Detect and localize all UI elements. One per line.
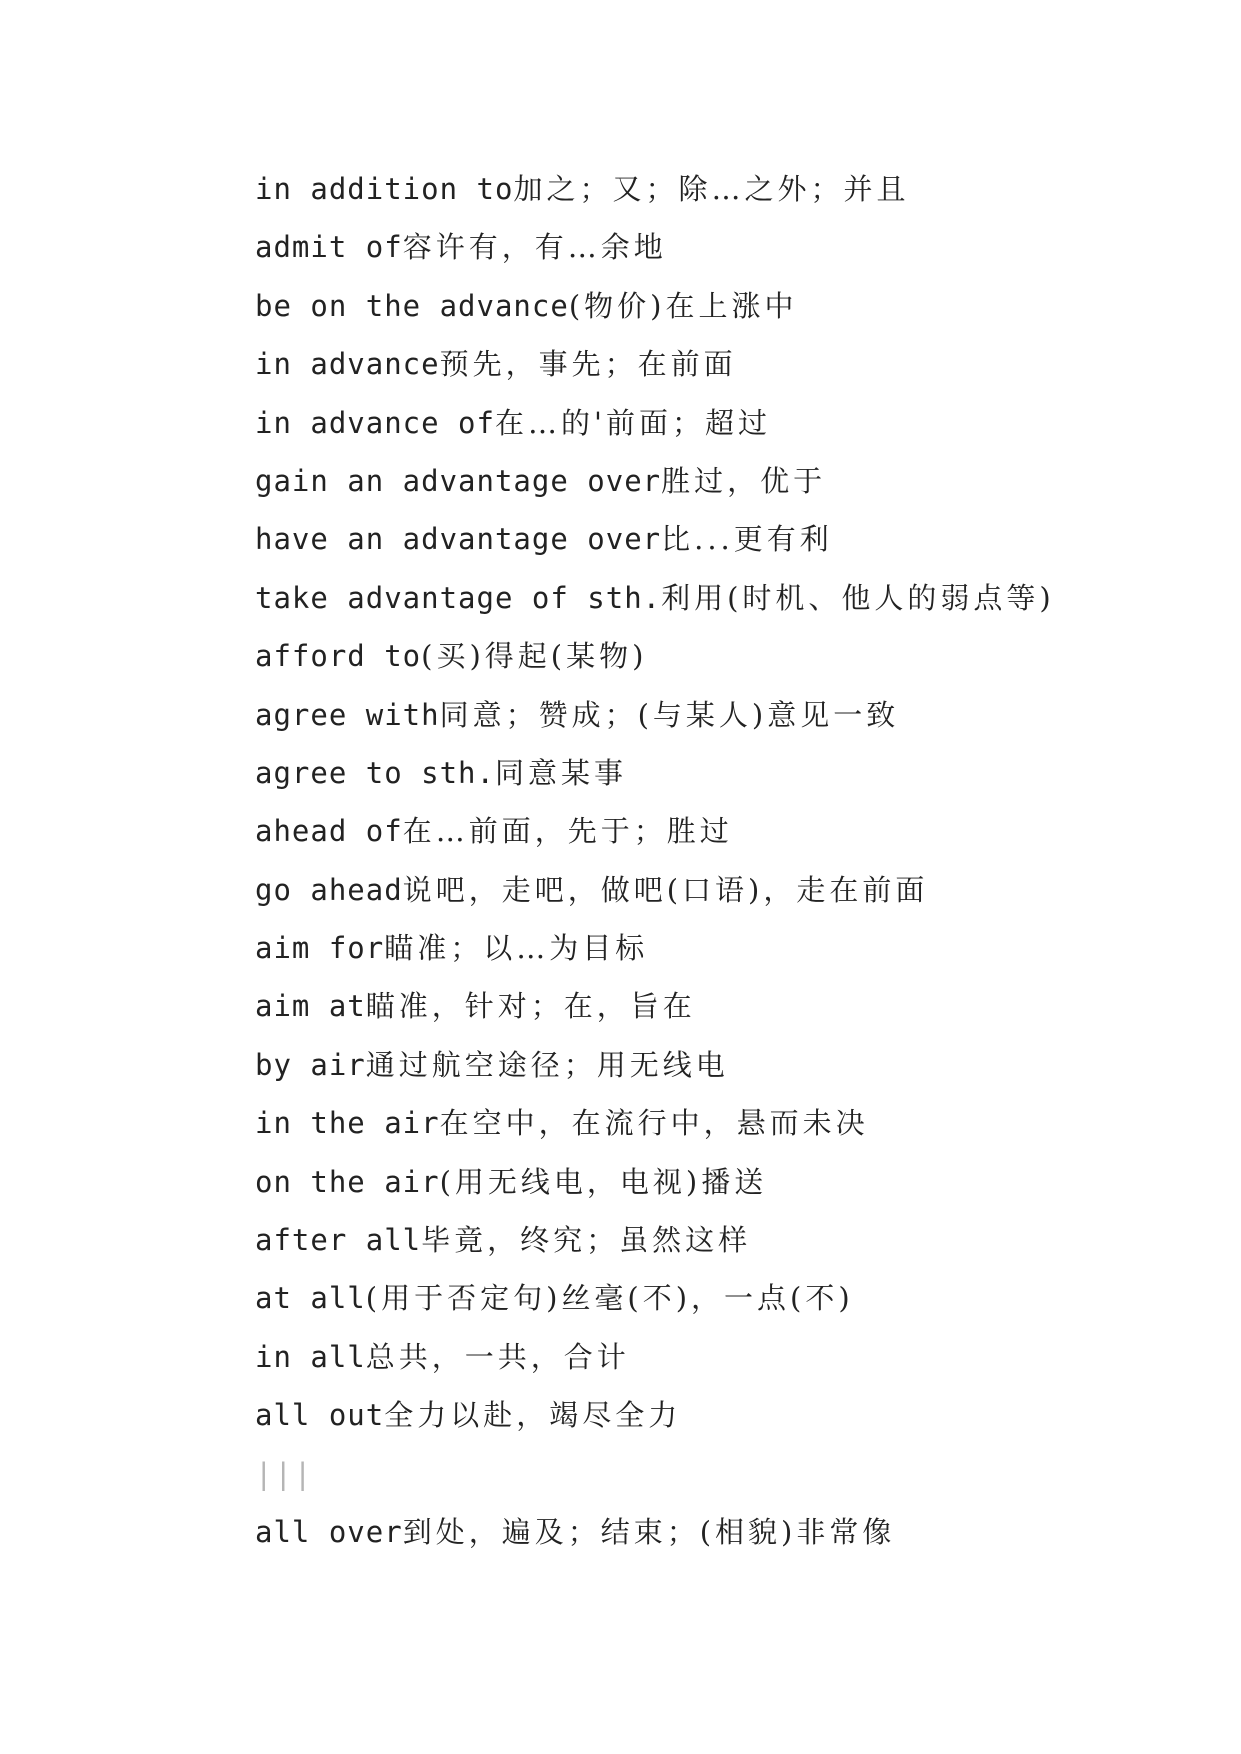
phrase-english: all out	[255, 1398, 385, 1433]
list-item	[255, 919, 1155, 977]
phrase-chinese: 毕竟，终究；虽然这样	[421, 1223, 752, 1258]
phrase-english: on the air	[255, 1164, 440, 1199]
phrase-english: by air	[255, 1047, 366, 1082]
list-item	[255, 394, 1155, 452]
list-item	[255, 277, 1155, 335]
phrase-english: go ahead	[255, 872, 403, 907]
list-item	[255, 1386, 1155, 1444]
list-item	[255, 627, 1155, 685]
phrase-english: gain an advantage over	[255, 463, 662, 498]
list-item	[255, 744, 1155, 802]
list-item	[255, 1269, 1155, 1327]
phrase-chinese: 总共，一共，合计	[365, 1339, 630, 1374]
phrase-english: in advance	[255, 347, 440, 382]
phrase-chinese: (用于否定句)丝毫(不)，一点(不)	[365, 1281, 854, 1316]
phrase-chinese: 同意某事	[494, 755, 627, 790]
list-item	[255, 1503, 1155, 1561]
list-item	[255, 1211, 1155, 1269]
list-item	[255, 160, 1155, 218]
phrase-chinese: 在…的'前面；超过	[494, 405, 771, 440]
phrase-list	[255, 160, 1155, 1561]
list-item	[255, 510, 1155, 568]
list-item	[255, 802, 1155, 860]
phrase-english: agree with	[255, 697, 440, 732]
phrase-chinese: (买)得起(某物)	[421, 639, 648, 674]
list-item	[255, 1328, 1155, 1386]
list-item	[255, 335, 1155, 393]
phrase-chinese: 通过航空途径；用无线电	[365, 1047, 729, 1082]
phrase-english: all over	[255, 1514, 403, 1549]
phrase-english: after all	[255, 1223, 422, 1258]
list-item	[255, 1153, 1155, 1211]
phrase-english: be on the advance	[255, 288, 569, 323]
list-item	[255, 1094, 1155, 1152]
phrase-chinese: 在…前面，先于；胜过	[402, 814, 733, 849]
phrase-chinese: 利用(时机、他人的弱点等)	[661, 580, 1055, 615]
phrase-chinese: 瞄准，针对；在，旨在	[365, 989, 696, 1024]
phrase-chinese: 预先，事先；在前面	[439, 347, 737, 382]
phrase-english: in addition to	[255, 172, 514, 206]
list-item	[255, 1036, 1155, 1094]
phrase-chinese: 到处，遍及；结束；(相貌)非常像	[402, 1514, 896, 1549]
phrase-chinese: 同意；赞成；(与某人)意见一致	[439, 697, 900, 732]
separator	[255, 1445, 1155, 1503]
phrase-english: aim for	[255, 931, 385, 966]
list-item	[255, 218, 1155, 276]
phrase-english: at all	[255, 1281, 366, 1316]
phrase-english: admit of	[255, 230, 403, 265]
phrase-chinese: 在空中，在流行中，悬而未决	[439, 1106, 869, 1141]
phrase-chinese: 胜过，优于	[661, 463, 827, 498]
phrase-chinese: 比...更有利	[661, 522, 833, 557]
phrase-chinese: (用无线电，电视)播送	[439, 1164, 768, 1199]
separator-mark: |||	[255, 1456, 314, 1491]
phrase-english: take advantage of sth.	[255, 580, 662, 615]
phrase-english: in advance of	[255, 405, 495, 440]
list-item	[255, 686, 1155, 744]
phrase-english: have an advantage over	[255, 522, 662, 557]
phrase-english: afford to	[255, 639, 422, 674]
list-item	[255, 569, 1155, 627]
phrase-english: ahead of	[255, 814, 403, 849]
phrase-english: aim at	[255, 989, 366, 1024]
phrase-chinese: 加之；又；除…之外；并且	[513, 172, 910, 206]
phrase-chinese: (物价)在上涨中	[568, 288, 798, 323]
phrase-english: in all	[255, 1339, 366, 1374]
list-item	[255, 861, 1155, 919]
list-item	[255, 977, 1155, 1035]
phrase-english: in the air	[255, 1106, 440, 1141]
phrase-chinese: 瞄准；以…为目标	[384, 931, 649, 966]
phrase-chinese: 说吧，走吧，做吧(口语)，走在前面	[402, 872, 929, 907]
phrase-chinese: 全力以赴，竭尽全力	[384, 1398, 682, 1433]
phrase-english: agree to sth.	[255, 755, 495, 790]
list-item	[255, 452, 1155, 510]
phrase-chinese: 容许有，有…余地	[402, 230, 667, 265]
